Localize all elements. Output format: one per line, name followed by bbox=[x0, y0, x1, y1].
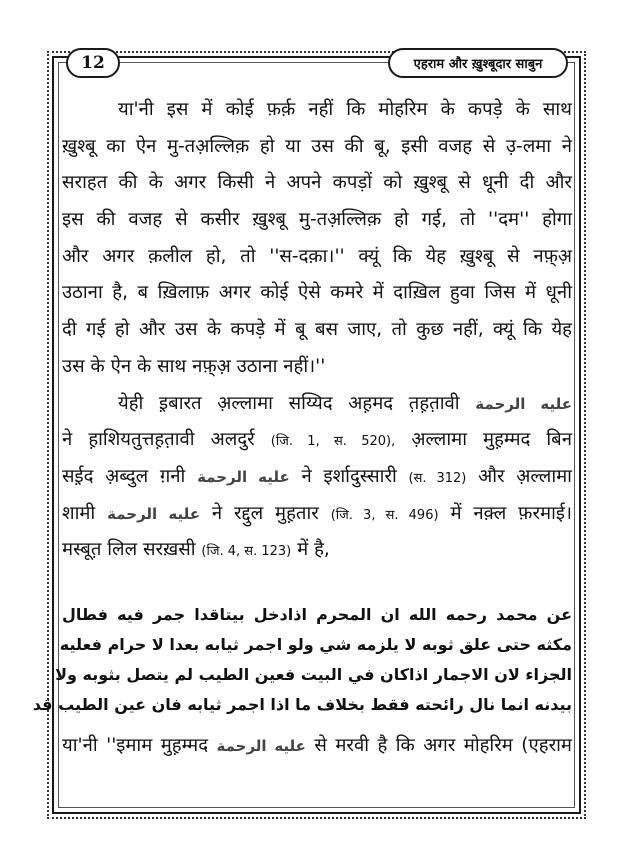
text-line bbox=[62, 496, 572, 533]
citation-text: में नक़्ल फ़रमाई। bbox=[450, 502, 572, 524]
text-line: ख़ुश्बू का ऐन मु-तअ़ल्लिक़ हो या उस की बू, इसी वजह से उ़-लमा ने bbox=[62, 135, 572, 157]
citation-text: ने ह़ाशियतुत्तह़त़ावी अलदुर्र bbox=[62, 429, 255, 451]
reference: (जि. 1, स. 520), bbox=[270, 434, 396, 450]
closing-paragraph bbox=[62, 728, 572, 765]
honorific-arabic: عليه الرحمة bbox=[107, 504, 201, 523]
citation-text: और अ़ल्लामा bbox=[478, 465, 572, 487]
citation-text: येही इ़बारत अ़ल्लामा सय्यिद अह़मद त़ह़त़ावी bbox=[118, 392, 460, 414]
text-line bbox=[62, 532, 572, 569]
text-line: दी गई हो और उस के कपड़े में बू बस जाए, तो कुछ नहीं, क्यूं कि येह bbox=[62, 319, 572, 341]
arabic-line: بيدنه انما نال رائحته فقط بخلاف ما اذا اجمر ثيابه فان عين الطيب قد bbox=[32, 695, 572, 714]
citation-text: शामी bbox=[62, 502, 96, 524]
text-line bbox=[62, 422, 572, 459]
page-number: 12 bbox=[66, 48, 120, 78]
text-line: उठाना है, ब ख़िलाफ़ अगर कोई ऐसे कमरे में दाख़िल हुवा जिस में धूनी bbox=[62, 282, 572, 304]
arabic-quotation bbox=[32, 600, 572, 720]
reference: (स. 312) bbox=[408, 470, 467, 486]
reference: (जि. 4, स. 123) bbox=[201, 544, 292, 560]
main-paragraph bbox=[62, 92, 572, 569]
citation-text: ने इर्शादुस्सारी bbox=[301, 465, 397, 487]
text-line bbox=[62, 728, 572, 765]
honorific-arabic: عليه الرحمة bbox=[216, 737, 306, 755]
citation-text: ने रद्दुल मुह़तार bbox=[211, 502, 319, 524]
arabic-line: الجزاء لان الاجمار اذاكان في البيت فعين الطيب لم يتصل بثوبه ولا bbox=[55, 665, 572, 684]
citation-text: अ़ल्लामा मुह़म्मद बिन bbox=[411, 429, 573, 451]
text-line: सराहत की के अगर किसी ने अपने कपड़ों को ख़ुश्बू से धूनी दी और bbox=[62, 172, 572, 194]
honorific-arabic: عليه الرحمة bbox=[475, 394, 572, 413]
citation-text: से मरवी है कि अगर मोहरिम (एहराम bbox=[314, 735, 572, 756]
text-line: और अगर क़लील हो, तो ''स-दक़ा।'' क्यूं कि येह ख़ुश्बू से नफ़्अ़ bbox=[62, 245, 572, 267]
chapter-title: एहराम और ख़ुश्बूदार साबुन bbox=[388, 48, 568, 78]
arabic-line: مكثه حتى علق ثوبه لا يلزمه شي ولو اجمر ثيابه بعدا لا حرام فعليه bbox=[59, 635, 572, 654]
citation-text: या'नी ''इमाम मुह़म्मद bbox=[62, 735, 209, 756]
citation-text: में है, bbox=[297, 539, 330, 561]
citation-text: मस्बूत़ लिल सरख़सी bbox=[62, 539, 196, 561]
text-line: उस के ऐन के साथ नफ़्अ़ उठाना नहीं।'' bbox=[62, 355, 326, 377]
text-line bbox=[62, 386, 572, 423]
text-line: या'नी इस में कोई फ़र्क़ नहीं कि मोहरिम के कपड़े के साथ bbox=[118, 99, 572, 120]
reference: (जि. 3, स. 496) bbox=[330, 507, 439, 523]
honorific-arabic: عليه الرحمة bbox=[197, 467, 290, 486]
text-line: इस की वजह से कसीर ख़ुश्बू मु-तअ़ल्लिक़ हो गई, तो ''दम'' होगा bbox=[62, 209, 572, 231]
arabic-line: عن محمد رحمه الله ان المحرم اذادخل بيتاقدا جمر فيه فطال bbox=[62, 605, 572, 624]
citation-text: सई़द अ़ब्दुल ग़नी bbox=[62, 465, 186, 487]
text-line bbox=[62, 459, 572, 496]
